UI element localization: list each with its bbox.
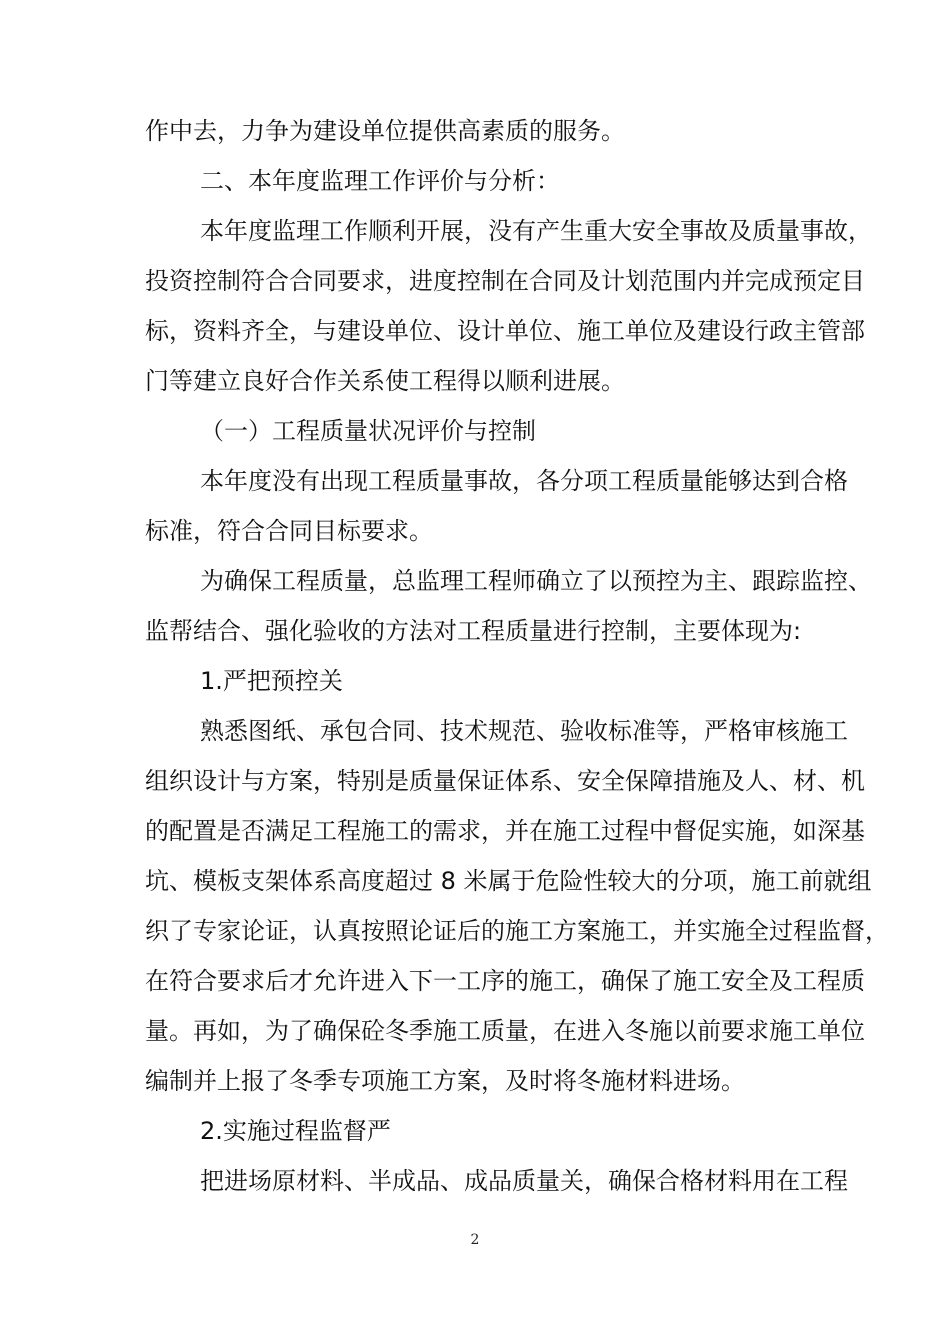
paragraph-line: 量。再如，为了确保砼冬季施工质量，在进入冬施以前要求施工单位 [145, 1017, 865, 1045]
paragraph-line: 织了专家论证，认真按照论证后的施工方案施工，并实施全过程监督， [145, 917, 889, 945]
paragraph-line: 本年度没有出现工程质量事故，各分项工程质量能够达到合格 [200, 467, 848, 495]
paragraph-line: 监帮结合、强化验收的方法对工程质量进行控制，主要体现为: [145, 617, 802, 645]
list-heading: 2.实施过程监督严 [200, 1117, 391, 1145]
paragraph-line: 编制并上报了冬季专项施工方案，及时将冬施材料进场。 [145, 1067, 745, 1095]
paragraph-line: 标，资料齐全，与建设单位、设计单位、施工单位及建设行政主管部 [145, 317, 865, 345]
section-heading: 二、本年度监理工作评价与分析： [200, 167, 560, 195]
paragraph-line: 本年度监理工作顺利开展，没有产生重大安全事故及质量事故， [200, 217, 872, 245]
paragraph-line: 的配置是否满足工程施工的需求，并在施工过程中督促实施，如深基 [145, 817, 865, 845]
paragraph-line: 标准，符合合同目标要求。 [145, 517, 433, 545]
subsection-heading: （一）工程质量状况评价与控制 [200, 417, 536, 445]
paragraph-line: 为确保工程质量，总监理工程师确立了以预控为主、跟踪监控、 [200, 567, 872, 595]
paragraph-line: 把进场原材料、半成品、成品质量关，确保合格材料用在工程 [200, 1167, 848, 1195]
paragraph-line: 熟悉图纸、承包合同、技术规范、验收标准等，严格审核施工 [200, 717, 848, 745]
paragraph-line: 投资控制符合合同要求，进度控制在合同及计划范围内并完成预定目 [145, 267, 865, 295]
paragraph-line: 门等建立良好合作关系使工程得以顺利进展。 [145, 367, 625, 395]
paragraph-line: 作中去，力争为建设单位提供高素质的服务。 [145, 117, 625, 145]
page-number: 2 [470, 1232, 480, 1248]
list-heading: 1.严把预控关 [200, 667, 343, 695]
paragraph-line: 组织设计与方案，特别是质量保证体系、安全保障措施及人、材、机 [145, 767, 865, 795]
paragraph-line: 坑、模板支架体系高度超过 8 米属于危险性较大的分项，施工前就组 [145, 867, 872, 895]
paragraph-line: 在符合要求后才允许进入下一工序的施工，确保了施工安全及工程质 [145, 967, 865, 995]
document-body [145, 106, 889, 1206]
